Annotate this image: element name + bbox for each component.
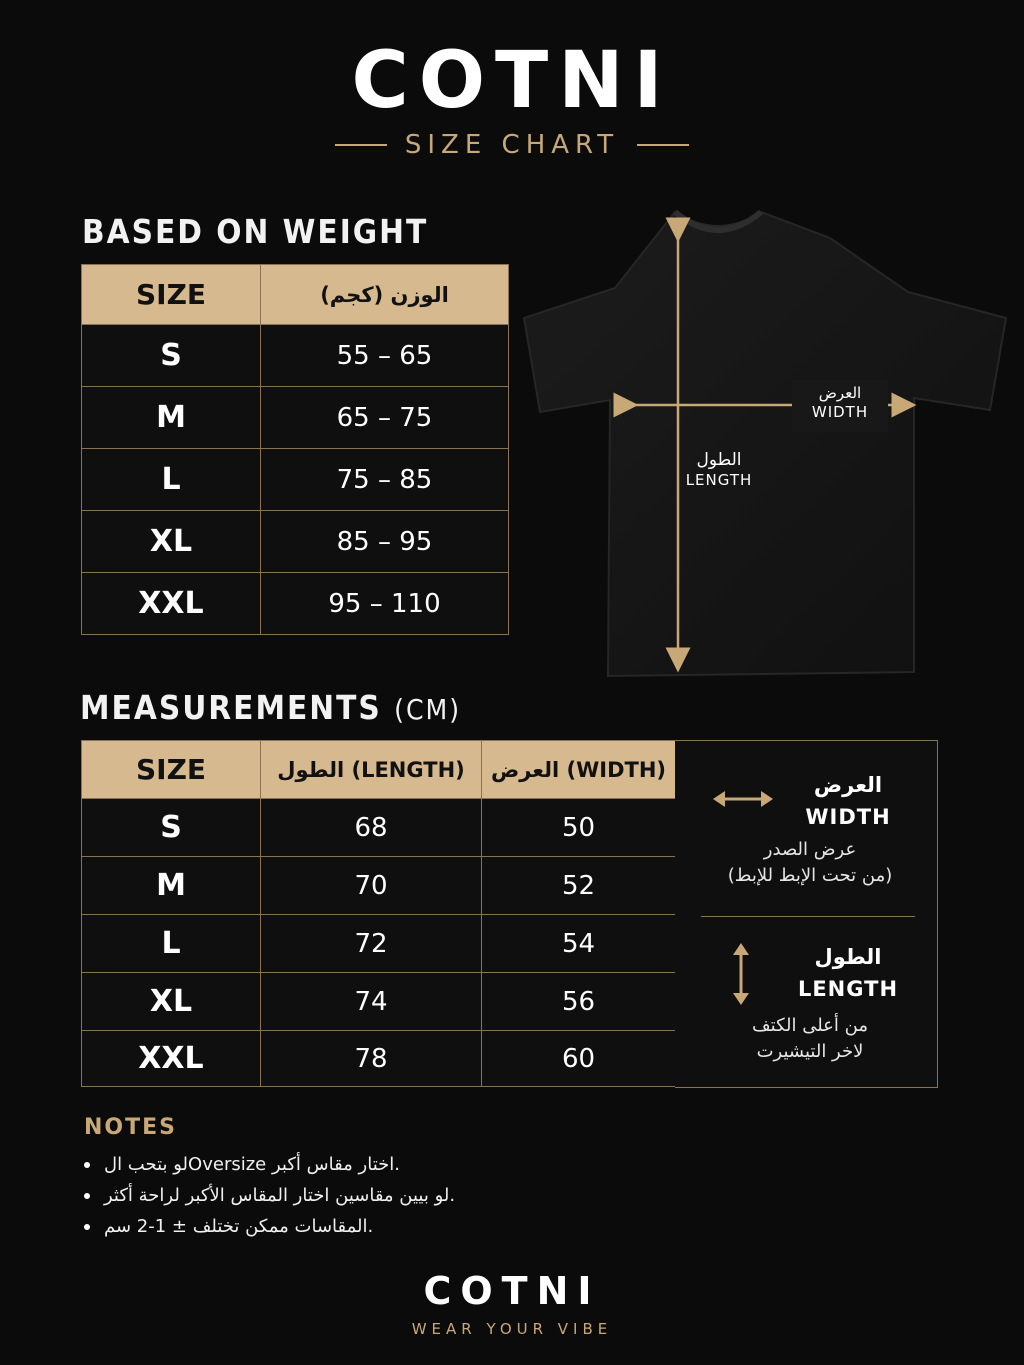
width-cell: 56	[482, 973, 676, 1031]
col-header-length: الطول (LENGTH)	[261, 741, 482, 799]
width-cell: 54	[482, 915, 676, 973]
weight-cell: 85 – 95	[261, 511, 509, 573]
width-label	[792, 384, 888, 422]
table-row	[82, 573, 509, 635]
bullet-icon	[84, 1162, 90, 1168]
weight-cell: 75 – 85	[261, 449, 509, 511]
horizontal-arrow-icon	[711, 787, 775, 811]
table-row	[82, 325, 509, 387]
list-item	[84, 1216, 373, 1237]
width-label-ar: العرض	[818, 384, 862, 402]
legend-width-desc1: عرض الصدر	[763, 839, 857, 860]
size-cell: L	[82, 449, 261, 511]
note-text: لو بتحب الOversize اختار مقاس أكبر.	[104, 1154, 401, 1175]
size-cell: XXL	[82, 1031, 261, 1087]
note-text: لو بيين مقاسين اختار المقاس الأكبر لراحة أكثر.	[104, 1185, 456, 1206]
bullet-icon	[84, 1193, 90, 1199]
legend-width-en: WIDTH	[805, 805, 891, 829]
size-cell: S	[82, 325, 261, 387]
legend-length-ar: الطول	[814, 945, 882, 969]
subtitle-row	[0, 130, 1024, 160]
weight-table	[81, 264, 509, 635]
legend-divider	[701, 916, 915, 917]
notes-title: NOTES	[84, 1115, 177, 1140]
table-row	[82, 1031, 676, 1087]
length-label	[674, 450, 764, 490]
legend-length-desc2: لاخر التيشيرت	[756, 1041, 864, 1062]
col-header-width: العرض (WIDTH)	[482, 741, 676, 799]
weight-section-title: BASED ON WEIGHT	[82, 212, 429, 251]
size-cell: M	[82, 857, 261, 915]
footer-brand-logo: COTNI	[423, 1269, 601, 1313]
tshirt-diagram	[520, 200, 1010, 685]
size-cell: M	[82, 387, 261, 449]
page-subtitle: SIZE CHART	[404, 130, 620, 160]
weight-cell: 65 – 75	[261, 387, 509, 449]
measurements-title-text: MEASUREMENTS	[80, 688, 382, 727]
note-text: المقاسات ممكن تختلف ± 1-2 سم.	[104, 1216, 374, 1237]
length-cell: 72	[261, 915, 482, 973]
size-cell: S	[82, 799, 261, 857]
length-label-en: LENGTH	[685, 471, 753, 490]
table-row	[82, 915, 676, 973]
size-cell: XL	[82, 973, 261, 1031]
measurements-table	[81, 740, 676, 1087]
subtitle-rule-right	[637, 144, 689, 146]
legend-width-ar: العرض	[813, 773, 883, 797]
length-cell: 78	[261, 1031, 482, 1087]
legend-length-desc1: من أعلى الكتف	[752, 1015, 868, 1036]
brand-logo: COTNI	[351, 36, 673, 126]
table-row	[82, 973, 676, 1031]
list-item	[84, 1185, 455, 1206]
measurements-unit: (CM)	[394, 693, 462, 726]
weight-cell: 55 – 65	[261, 325, 509, 387]
table-row	[82, 799, 676, 857]
col-header-weight: الوزن (كجم)	[261, 265, 509, 325]
table-row	[82, 449, 509, 511]
width-cell: 52	[482, 857, 676, 915]
width-label-en: WIDTH	[811, 402, 869, 421]
footer-tagline: WEAR YOUR VIBE	[411, 1320, 613, 1338]
bullet-icon	[84, 1224, 90, 1230]
length-cell: 70	[261, 857, 482, 915]
subtitle-rule-left	[335, 144, 387, 146]
vertical-arrow-icon	[729, 941, 753, 1007]
col-header-size: SIZE	[82, 741, 261, 799]
weight-cell: 95 – 110	[261, 573, 509, 635]
measurement-legend	[675, 740, 938, 1088]
col-header-size: SIZE	[82, 265, 261, 325]
length-cell: 74	[261, 973, 482, 1031]
table-row	[82, 511, 509, 573]
size-cell: L	[82, 915, 261, 973]
size-cell: XXL	[82, 573, 261, 635]
legend-length-en: LENGTH	[797, 977, 899, 1001]
width-cell: 50	[482, 799, 676, 857]
list-item	[84, 1154, 400, 1175]
width-cell: 60	[482, 1031, 676, 1087]
size-cell: XL	[82, 511, 261, 573]
length-label-ar: الطول	[696, 450, 742, 470]
measurements-section-title	[80, 688, 461, 727]
table-row	[82, 387, 509, 449]
legend-width-desc2: (من تحت الإبط للإبط)	[727, 865, 893, 886]
tshirt-icon	[524, 212, 1006, 676]
length-cell: 68	[261, 799, 482, 857]
table-row	[82, 857, 676, 915]
